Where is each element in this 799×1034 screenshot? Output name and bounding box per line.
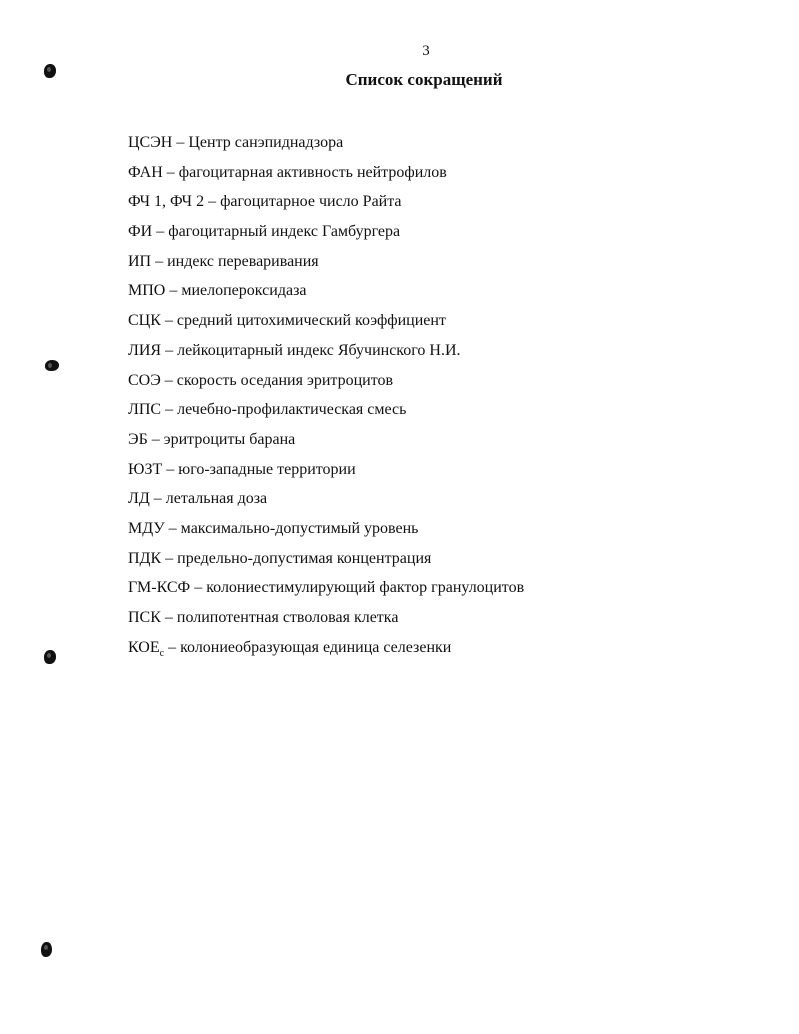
page-title: Список сокращений bbox=[345, 70, 503, 89]
abbreviation-item bbox=[128, 544, 524, 574]
abbreviation-term: МДУ bbox=[128, 519, 165, 537]
abbreviation-definition: миелопероксидаза bbox=[181, 282, 307, 300]
separator: – bbox=[151, 430, 160, 448]
abbreviation-definition: скорость оседания эритроцитов bbox=[176, 371, 394, 389]
page-number: 3 bbox=[422, 43, 430, 59]
abbreviation-definition: фагоцитарный индекс Гамбургера bbox=[168, 223, 401, 241]
abbreviation-item bbox=[128, 128, 524, 158]
abbreviation-definition: лейкоцитарный индекс Ябучинского Н.И. bbox=[177, 341, 461, 359]
abbreviation-item bbox=[128, 603, 524, 633]
abbreviation-term: ФЧ 1, ФЧ 2 bbox=[128, 193, 205, 211]
separator: – bbox=[165, 401, 174, 419]
separator: – bbox=[164, 371, 173, 389]
separator: – bbox=[155, 252, 164, 270]
separator: – bbox=[164, 312, 173, 330]
abbreviation-term: СОЭ bbox=[128, 371, 161, 389]
abbreviation-term: ФАН bbox=[128, 163, 163, 181]
abbreviation-item bbox=[128, 484, 524, 514]
separator: – bbox=[208, 193, 217, 211]
separator: – bbox=[166, 163, 175, 181]
abbreviation-term: МПО bbox=[128, 282, 166, 300]
abbreviation-item bbox=[128, 425, 524, 455]
separator: – bbox=[176, 134, 185, 151]
abbreviation-item bbox=[128, 633, 524, 663]
separator: – bbox=[168, 638, 177, 656]
abbreviation-item bbox=[128, 158, 524, 188]
abbreviation-definition: колониеобразующая единица селезенки bbox=[180, 638, 452, 656]
abbreviation-term-subscript: с bbox=[159, 647, 165, 659]
abbreviation-item bbox=[128, 217, 524, 247]
abbreviation-term: ЮЗТ bbox=[128, 460, 163, 478]
abbreviation-definition: колониестимулирующий фактор гранулоцитов bbox=[206, 579, 525, 597]
abbreviation-definition: индекс переваривания bbox=[167, 252, 319, 270]
abbreviation-item bbox=[128, 247, 524, 277]
abbreviation-definition: средний цитохимический коэффициент bbox=[176, 312, 446, 330]
abbreviation-definition: фагоцитарное число Райта bbox=[220, 193, 402, 211]
abbreviation-term: СЦК bbox=[128, 312, 161, 330]
separator: – bbox=[169, 282, 178, 300]
separator: – bbox=[166, 460, 175, 478]
abbreviation-term: ЦСЭН bbox=[128, 134, 173, 151]
separator: – bbox=[165, 341, 174, 359]
abbreviation-definition: юго-западные территории bbox=[178, 460, 356, 478]
abbreviation-term: ФИ bbox=[128, 223, 153, 241]
abbreviation-term: ПДК bbox=[128, 549, 162, 567]
abbreviation-term: ЛД bbox=[128, 490, 150, 508]
abbreviation-term: ГМ-КСФ bbox=[128, 579, 191, 597]
abbreviation-term: ЛИЯ bbox=[128, 341, 162, 359]
abbreviation-item bbox=[128, 306, 524, 336]
separator: – bbox=[153, 490, 162, 508]
abbreviation-definition: Центр санэпиднадзора bbox=[188, 134, 344, 151]
abbreviation-definition: предельно-допустимая концентрация bbox=[177, 549, 432, 567]
abbreviation-definition: полипотентная стволовая клетка bbox=[176, 609, 399, 626]
hole-punch-mark bbox=[45, 360, 59, 371]
abbreviation-item bbox=[128, 455, 524, 485]
abbreviation-definition: летальная доза bbox=[165, 490, 268, 508]
hole-punch-mark bbox=[41, 942, 52, 957]
abbreviation-definition: лечебно-профилактическая смесь bbox=[177, 401, 407, 419]
abbreviation-item bbox=[128, 187, 524, 217]
separator: – bbox=[165, 549, 174, 567]
abbreviation-term: КОЕ bbox=[128, 638, 160, 656]
abbreviation-item bbox=[128, 573, 524, 603]
abbreviation-item bbox=[128, 395, 524, 425]
separator: – bbox=[194, 579, 203, 597]
abbreviation-item bbox=[128, 514, 524, 544]
abbreviation-list bbox=[128, 128, 524, 662]
separator: – bbox=[168, 519, 177, 537]
abbreviation-term: ЭБ bbox=[128, 430, 148, 448]
hole-punch-mark bbox=[44, 650, 56, 664]
abbreviation-item bbox=[128, 276, 524, 306]
abbreviation-term: ЛПС bbox=[128, 401, 162, 419]
separator: – bbox=[156, 223, 165, 241]
abbreviation-definition: максимально-допустимый уровень bbox=[180, 519, 419, 537]
separator: – bbox=[164, 609, 173, 626]
abbreviation-term: ИП bbox=[128, 252, 152, 270]
abbreviation-item bbox=[128, 366, 524, 396]
abbreviation-definition: эритроциты барана bbox=[163, 430, 296, 448]
abbreviation-definition: фагоцитарная активность нейтрофилов bbox=[178, 163, 447, 181]
abbreviation-item bbox=[128, 336, 524, 366]
abbreviation-term: ПСК bbox=[128, 609, 161, 626]
